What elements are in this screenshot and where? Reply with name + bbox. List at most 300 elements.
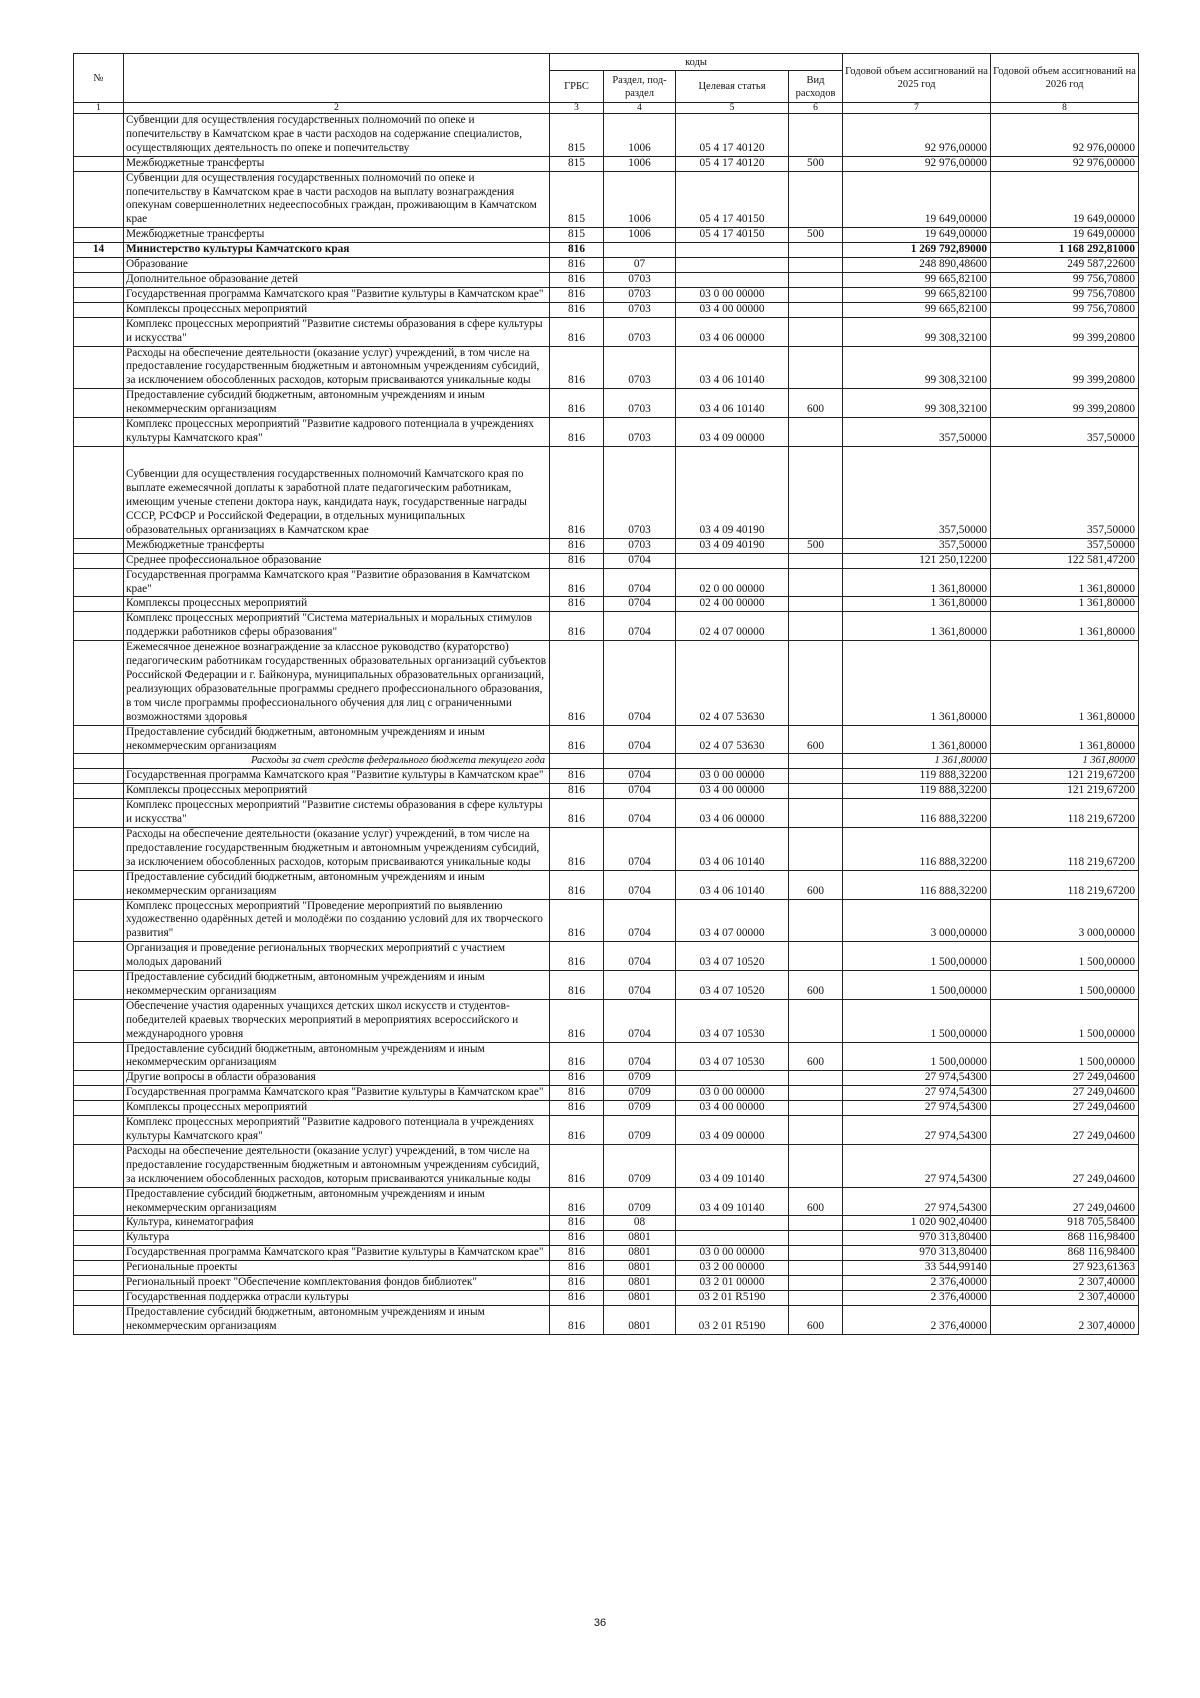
row-description: Культура, кинематография <box>124 1216 550 1231</box>
row-expense-type: 600 <box>789 971 843 1000</box>
row-description: Предоставление субсидий бюджетным, автономным учреждениям и иным некоммерческим организациям <box>124 971 550 1000</box>
row-section: 0704 <box>604 827 676 870</box>
row-grbs: 816 <box>550 1187 604 1216</box>
row-amount-2026: 1 361,80000 <box>991 754 1139 769</box>
row-expense-type: 600 <box>789 725 843 754</box>
row-description: Предоставление субсидий бюджетным, автономным учреждениям и иным некоммерческим организациям <box>124 725 550 754</box>
row-description: Комплекс процессных мероприятий "Система материальных и моральных стимулов поддержки работников сферы образования" <box>124 612 550 641</box>
row-grbs: 816 <box>550 568 604 597</box>
row-number <box>74 287 124 302</box>
row-grbs: 815 <box>550 114 604 157</box>
row-target-article <box>676 754 789 769</box>
row-number <box>74 1216 124 1231</box>
row-target-article: 02 4 07 53630 <box>676 725 789 754</box>
row-amount-2025: 1 269 792,89000 <box>843 243 991 258</box>
row-description: Министерство культуры Камчатского края <box>124 243 550 258</box>
row-amount-2025: 99 665,82100 <box>843 302 991 317</box>
row-amount-2025: 119 888,32200 <box>843 784 991 799</box>
row-amount-2026: 99 399,20800 <box>991 389 1139 418</box>
row-amount-2025: 1 500,00000 <box>843 971 991 1000</box>
row-description: Региональные проекты <box>124 1261 550 1276</box>
row-number <box>74 1101 124 1116</box>
row-description: Расходы на обеспечение деятельности (оказание услуг) учреждений, в том числе на предоставление государственным бюджетным и автономным учреждениям субсидий, за исключением обособленных расходов, которым присваиваются уникальные коды <box>124 1144 550 1187</box>
column-number: 7 <box>843 103 991 114</box>
table-row <box>74 1086 1139 1101</box>
row-amount-2025: 27 974,54300 <box>843 1187 991 1216</box>
row-amount-2026: 118 219,67200 <box>991 870 1139 899</box>
row-amount-2026: 357,50000 <box>991 418 1139 447</box>
row-expense-type <box>789 827 843 870</box>
row-grbs: 816 <box>550 597 604 612</box>
row-grbs: 816 <box>550 725 604 754</box>
table-row <box>74 799 1139 828</box>
row-target-article: 05 4 17 40120 <box>676 114 789 157</box>
row-target-article: 05 4 17 40150 <box>676 228 789 243</box>
row-amount-2025: 116 888,32200 <box>843 827 991 870</box>
row-section: 0801 <box>604 1231 676 1246</box>
table-row <box>74 1144 1139 1187</box>
row-amount-2025: 99 308,32100 <box>843 346 991 389</box>
row-amount-2026: 99 399,20800 <box>991 317 1139 346</box>
row-target-article: 03 2 01 R5190 <box>676 1290 789 1305</box>
row-expense-type: 500 <box>789 228 843 243</box>
row-number <box>74 769 124 784</box>
row-number <box>74 827 124 870</box>
column-number: 1 <box>74 103 124 114</box>
row-amount-2025: 1 361,80000 <box>843 641 991 725</box>
row-number <box>74 418 124 447</box>
row-amount-2025: 99 665,82100 <box>843 287 991 302</box>
row-target-article <box>676 553 789 568</box>
row-grbs: 816 <box>550 418 604 447</box>
row-amount-2025: 2 376,40000 <box>843 1290 991 1305</box>
table-row <box>74 287 1139 302</box>
row-target-article: 03 4 06 00000 <box>676 799 789 828</box>
row-target-article: 02 4 07 00000 <box>676 612 789 641</box>
row-target-article: 03 4 06 00000 <box>676 317 789 346</box>
row-expense-type <box>789 287 843 302</box>
column-number: 3 <box>550 103 604 114</box>
row-expense-type: 500 <box>789 538 843 553</box>
row-number <box>74 1276 124 1291</box>
row-target-article: 02 4 00 00000 <box>676 597 789 612</box>
header-column-numbers <box>74 103 1139 114</box>
row-amount-2025: 970 313,80400 <box>843 1231 991 1246</box>
row-expense-type <box>789 999 843 1042</box>
row-amount-2025: 92 976,00000 <box>843 156 991 171</box>
table-row <box>74 1071 1139 1086</box>
row-number <box>74 258 124 273</box>
page-number: 36 <box>593 1617 607 1629</box>
row-section: 0703 <box>604 538 676 553</box>
row-grbs <box>550 754 604 769</box>
table-row <box>74 389 1139 418</box>
row-amount-2025: 121 250,12200 <box>843 553 991 568</box>
row-description: Государственная программа Камчатского края "Развитие культуры в Камчатском крае" <box>124 1246 550 1261</box>
row-number <box>74 272 124 287</box>
row-number <box>74 784 124 799</box>
row-amount-2025: 27 974,54300 <box>843 1071 991 1086</box>
table-row <box>74 258 1139 273</box>
row-section: 0704 <box>604 971 676 1000</box>
row-target-article <box>676 258 789 273</box>
row-target-article <box>676 243 789 258</box>
row-section: 0703 <box>604 389 676 418</box>
row-grbs: 816 <box>550 1305 604 1334</box>
row-expense-type <box>789 568 843 597</box>
row-number <box>74 1231 124 1246</box>
row-number <box>74 302 124 317</box>
row-amount-2026: 1 500,00000 <box>991 971 1139 1000</box>
row-description: Комплекс процессных мероприятий "Проведение мероприятий по выявлению художественно одарённых детей и молодёжи по созданию условий для их творческого развития" <box>124 899 550 942</box>
row-amount-2026: 121 219,67200 <box>991 769 1139 784</box>
row-target-article <box>676 1216 789 1231</box>
row-amount-2026: 1 361,80000 <box>991 597 1139 612</box>
row-expense-type <box>789 418 843 447</box>
row-section: 0709 <box>604 1071 676 1086</box>
row-section: 0703 <box>604 287 676 302</box>
row-section: 0801 <box>604 1290 676 1305</box>
row-description: Субвенции для осуществления государственных полномочий по опеке и попечительству в Камчатском крае в части расходов на выплату вознаграждения опекунам совершеннолетних недееспособных граждан, проживающим в Камчатском крае <box>124 171 550 228</box>
table-row <box>74 784 1139 799</box>
header-row-top <box>74 54 1139 71</box>
table-row <box>74 1116 1139 1145</box>
row-amount-2026: 99 756,70800 <box>991 272 1139 287</box>
row-description: Комплексы процессных мероприятий <box>124 597 550 612</box>
row-expense-type <box>789 799 843 828</box>
row-amount-2025: 1 361,80000 <box>843 725 991 754</box>
row-number <box>74 538 124 553</box>
row-expense-type: 600 <box>789 1187 843 1216</box>
row-number <box>74 597 124 612</box>
table-row <box>74 942 1139 971</box>
row-expense-type <box>789 258 843 273</box>
row-grbs: 815 <box>550 156 604 171</box>
row-section: 1006 <box>604 228 676 243</box>
row-number <box>74 1042 124 1071</box>
row-section <box>604 754 676 769</box>
row-amount-2025: 19 649,00000 <box>843 171 991 228</box>
row-grbs: 816 <box>550 1101 604 1116</box>
row-grbs: 816 <box>550 827 604 870</box>
row-amount-2026: 19 649,00000 <box>991 171 1139 228</box>
row-number <box>74 317 124 346</box>
row-target-article: 05 4 17 40150 <box>676 171 789 228</box>
row-amount-2025: 99 308,32100 <box>843 389 991 418</box>
row-expense-type <box>789 641 843 725</box>
row-target-article: 03 4 09 10140 <box>676 1187 789 1216</box>
table-row <box>74 769 1139 784</box>
row-amount-2025: 1 500,00000 <box>843 999 991 1042</box>
header-allocation-2025: Годовой объем ассигнований на 2025 год <box>843 54 991 103</box>
row-amount-2026: 99 399,20800 <box>991 346 1139 389</box>
table-row <box>74 971 1139 1000</box>
row-expense-type <box>789 171 843 228</box>
row-number <box>74 1086 124 1101</box>
row-amount-2026: 868 116,98400 <box>991 1231 1139 1246</box>
row-expense-type <box>789 942 843 971</box>
row-expense-type <box>789 243 843 258</box>
row-amount-2026: 868 116,98400 <box>991 1246 1139 1261</box>
row-description: Ежемесячное денежное вознаграждение за классное руководство (кураторство) педагогическим работникам государственных образовательных организаций субъектов Российской Федерации и г. Байконура, муниципальных образовательных организаций, реализующих образовательные программы среднего профессионального образования, в том числе программы профессионального обучения для лиц с ограниченными возможностями здоровья <box>124 641 550 725</box>
row-section: 0703 <box>604 446 676 538</box>
row-target-article: 03 4 07 00000 <box>676 899 789 942</box>
header-grbs: ГРБС <box>550 71 604 103</box>
row-amount-2026: 19 649,00000 <box>991 228 1139 243</box>
row-grbs: 815 <box>550 171 604 228</box>
row-section: 0703 <box>604 418 676 447</box>
row-amount-2025: 970 313,80400 <box>843 1246 991 1261</box>
row-expense-type: 600 <box>789 389 843 418</box>
table-row <box>74 171 1139 228</box>
row-amount-2025: 116 888,32200 <box>843 870 991 899</box>
table-row <box>74 272 1139 287</box>
row-number <box>74 1071 124 1086</box>
row-section: 0704 <box>604 999 676 1042</box>
row-amount-2025: 99 665,82100 <box>843 272 991 287</box>
row-amount-2026: 2 307,40000 <box>991 1276 1139 1291</box>
row-section: 0703 <box>604 346 676 389</box>
row-description: Предоставление субсидий бюджетным, автономным учреждениям и иным некоммерческим организациям <box>124 870 550 899</box>
row-amount-2025: 248 890,48600 <box>843 258 991 273</box>
row-description: Расходы на обеспечение деятельности (оказание услуг) учреждений, в том числе на предоставление государственным бюджетным и автономным учреждениям субсидий, за исключением обособленных расходов, которым присваиваются уникальные коды <box>124 346 550 389</box>
row-number <box>74 870 124 899</box>
header-section: Раздел, под-раздел <box>604 71 676 103</box>
row-expense-type <box>789 1290 843 1305</box>
row-amount-2026: 1 500,00000 <box>991 999 1139 1042</box>
table-row <box>74 1305 1139 1334</box>
row-expense-type <box>789 302 843 317</box>
row-amount-2026: 27 249,04600 <box>991 1086 1139 1101</box>
row-expense-type: 600 <box>789 1305 843 1334</box>
row-amount-2026: 249 587,22600 <box>991 258 1139 273</box>
row-number <box>74 228 124 243</box>
row-description: Обеспечение участия одаренных учащихся детских школ искусств и студентов-победителей краевых творческих мероприятий в мероприятиях всероссийского и международного уровня <box>124 999 550 1042</box>
row-amount-2026: 27 249,04600 <box>991 1187 1139 1216</box>
row-target-article: 03 4 07 10520 <box>676 942 789 971</box>
row-amount-2025: 119 888,32200 <box>843 769 991 784</box>
row-section: 0801 <box>604 1261 676 1276</box>
row-number <box>74 971 124 1000</box>
row-grbs: 815 <box>550 228 604 243</box>
header-number: № <box>74 54 124 103</box>
table-row <box>74 1231 1139 1246</box>
row-amount-2025: 357,50000 <box>843 538 991 553</box>
table-row <box>74 1187 1139 1216</box>
row-expense-type <box>789 1071 843 1086</box>
row-description: Региональный проект "Обеспечение комплектования фондов библиотек" <box>124 1276 550 1291</box>
header-codes: коды <box>550 54 843 71</box>
header-target-article: Целевая статья <box>676 71 789 103</box>
row-target-article: 03 4 00 00000 <box>676 1101 789 1116</box>
row-grbs: 816 <box>550 899 604 942</box>
row-grbs: 816 <box>550 1216 604 1231</box>
table-row <box>74 243 1139 258</box>
row-amount-2026: 27 249,04600 <box>991 1116 1139 1145</box>
row-section: 0704 <box>604 1042 676 1071</box>
row-expense-type <box>789 1261 843 1276</box>
row-description: Комплекс процессных мероприятий "Развитие кадрового потенциала в учреждениях культуры Камчатского края" <box>124 418 550 447</box>
row-amount-2026: 27 249,04600 <box>991 1071 1139 1086</box>
row-expense-type <box>789 553 843 568</box>
row-expense-type: 500 <box>789 156 843 171</box>
row-grbs: 816 <box>550 272 604 287</box>
row-amount-2025: 1 361,80000 <box>843 568 991 597</box>
row-section: 1006 <box>604 156 676 171</box>
row-description: Государственная программа Камчатского края "Развитие культуры в Камчатском крае" <box>124 1086 550 1101</box>
row-expense-type <box>789 1231 843 1246</box>
row-target-article: 03 4 07 10530 <box>676 1042 789 1071</box>
row-grbs: 816 <box>550 389 604 418</box>
table-row <box>74 597 1139 612</box>
table-row <box>74 446 1139 538</box>
row-amount-2026: 1 361,80000 <box>991 725 1139 754</box>
row-grbs: 816 <box>550 287 604 302</box>
row-number <box>74 799 124 828</box>
row-grbs: 816 <box>550 538 604 553</box>
row-expense-type <box>789 1246 843 1261</box>
row-target-article: 05 4 17 40120 <box>676 156 789 171</box>
row-section: 1006 <box>604 114 676 157</box>
row-amount-2026: 27 249,04600 <box>991 1101 1139 1116</box>
table-row <box>74 418 1139 447</box>
row-target-article: 03 2 01 00000 <box>676 1276 789 1291</box>
row-amount-2025: 1 361,80000 <box>843 754 991 769</box>
row-number <box>74 553 124 568</box>
table-row <box>74 1261 1139 1276</box>
row-description: Комплексы процессных мероприятий <box>124 784 550 799</box>
row-section: 0704 <box>604 725 676 754</box>
row-description: Субвенции для осуществления государственных полномочий по опеке и попечительству в Камчатском крае в части расходов на содержание специалистов, осуществляющих деятельность по опеке и попечительству <box>124 114 550 157</box>
row-grbs: 816 <box>550 799 604 828</box>
row-section: 0801 <box>604 1305 676 1334</box>
row-grbs: 816 <box>550 971 604 1000</box>
row-grbs: 816 <box>550 769 604 784</box>
row-target-article: 03 2 01 R5190 <box>676 1305 789 1334</box>
row-description: Другие вопросы в области образования <box>124 1071 550 1086</box>
table-row <box>74 553 1139 568</box>
row-grbs: 816 <box>550 1231 604 1246</box>
row-amount-2025: 99 308,32100 <box>843 317 991 346</box>
row-description: Культура <box>124 1231 550 1246</box>
row-grbs: 816 <box>550 243 604 258</box>
row-grbs: 816 <box>550 999 604 1042</box>
row-grbs: 816 <box>550 612 604 641</box>
row-expense-type <box>789 1216 843 1231</box>
row-expense-type <box>789 784 843 799</box>
row-section: 07 <box>604 258 676 273</box>
row-amount-2025: 1 361,80000 <box>843 612 991 641</box>
table-row <box>74 538 1139 553</box>
row-amount-2026: 92 976,00000 <box>991 114 1139 157</box>
row-section <box>604 243 676 258</box>
row-number <box>74 641 124 725</box>
row-target-article <box>676 1071 789 1086</box>
column-number: 2 <box>124 103 550 114</box>
row-target-article <box>676 272 789 287</box>
row-amount-2026: 92 976,00000 <box>991 156 1139 171</box>
row-amount-2025: 1 500,00000 <box>843 942 991 971</box>
row-amount-2026: 1 361,80000 <box>991 568 1139 597</box>
row-number <box>74 725 124 754</box>
row-number <box>74 1305 124 1334</box>
row-section: 0704 <box>604 597 676 612</box>
row-amount-2025: 357,50000 <box>843 446 991 538</box>
row-description: Образование <box>124 258 550 273</box>
row-section: 0709 <box>604 1086 676 1101</box>
row-amount-2026: 118 219,67200 <box>991 827 1139 870</box>
row-amount-2026: 3 000,00000 <box>991 899 1139 942</box>
budget-allocation-table <box>73 53 1139 1335</box>
row-amount-2025: 27 974,54300 <box>843 1086 991 1101</box>
row-description: Комплекс процессных мероприятий "Развитие системы образования в сфере культуры и искусства" <box>124 317 550 346</box>
row-description: Предоставление субсидий бюджетным, автономным учреждениям и иным некоммерческим организациям <box>124 1187 550 1216</box>
row-grbs: 816 <box>550 784 604 799</box>
table-row <box>74 870 1139 899</box>
table-row <box>74 228 1139 243</box>
row-description: Межбюджетные трансферты <box>124 156 550 171</box>
row-target-article: 03 4 07 10520 <box>676 971 789 1000</box>
row-section: 0703 <box>604 302 676 317</box>
row-amount-2026: 357,50000 <box>991 538 1139 553</box>
row-number <box>74 612 124 641</box>
row-section: 0709 <box>604 1101 676 1116</box>
row-description: Государственная программа Камчатского края "Развитие культуры в Камчатском крае" <box>124 287 550 302</box>
row-description: Дополнительное образование детей <box>124 272 550 287</box>
row-grbs: 816 <box>550 1276 604 1291</box>
row-section: 0709 <box>604 1144 676 1187</box>
row-amount-2026: 27 923,61363 <box>991 1261 1139 1276</box>
table-row <box>74 827 1139 870</box>
row-number: 14 <box>74 243 124 258</box>
row-expense-type: 600 <box>789 870 843 899</box>
row-grbs: 816 <box>550 641 604 725</box>
row-description: Предоставление субсидий бюджетным, автономным учреждениям и иным некоммерческим организациям <box>124 389 550 418</box>
column-number: 4 <box>604 103 676 114</box>
row-grbs: 816 <box>550 1261 604 1276</box>
row-section: 0704 <box>604 784 676 799</box>
row-grbs: 816 <box>550 302 604 317</box>
row-grbs: 816 <box>550 1290 604 1305</box>
table-row <box>74 725 1139 754</box>
row-target-article: 03 4 06 10140 <box>676 827 789 870</box>
row-target-article: 03 0 00 00000 <box>676 287 789 302</box>
row-number <box>74 899 124 942</box>
row-amount-2026: 1 361,80000 <box>991 641 1139 725</box>
header-expense-type: Вид расходов <box>789 71 843 103</box>
row-section: 0801 <box>604 1246 676 1261</box>
row-description: Комплекс процессных мероприятий "Развитие системы образования в сфере культуры и искусства" <box>124 799 550 828</box>
row-grbs: 816 <box>550 446 604 538</box>
row-amount-2025: 1 361,80000 <box>843 597 991 612</box>
row-description: Государственная поддержка отрасли культуры <box>124 1290 550 1305</box>
row-description: Государственная программа Камчатского края "Развитие образования в Камчатском крае" <box>124 568 550 597</box>
row-amount-2026: 1 500,00000 <box>991 942 1139 971</box>
row-description: Среднее профессиональное образование <box>124 553 550 568</box>
row-target-article: 03 0 00 00000 <box>676 1246 789 1261</box>
table-row <box>74 1246 1139 1261</box>
row-target-article: 03 2 00 00000 <box>676 1261 789 1276</box>
row-grbs: 816 <box>550 1086 604 1101</box>
row-expense-type <box>789 899 843 942</box>
row-description: Расходы на обеспечение деятельности (оказание услуг) учреждений, в том числе на предоставление государственным бюджетным и автономным учреждениям субсидий, за исключением обособленных расходов, которым присваиваются уникальные коды <box>124 827 550 870</box>
row-description: Комплекс процессных мероприятий "Развитие кадрового потенциала в учреждениях культуры Камчатского края" <box>124 1116 550 1145</box>
row-number <box>74 1261 124 1276</box>
table-row <box>74 302 1139 317</box>
row-amount-2026: 357,50000 <box>991 446 1139 538</box>
row-target-article: 03 4 09 40190 <box>676 538 789 553</box>
row-amount-2026: 1 500,00000 <box>991 1042 1139 1071</box>
